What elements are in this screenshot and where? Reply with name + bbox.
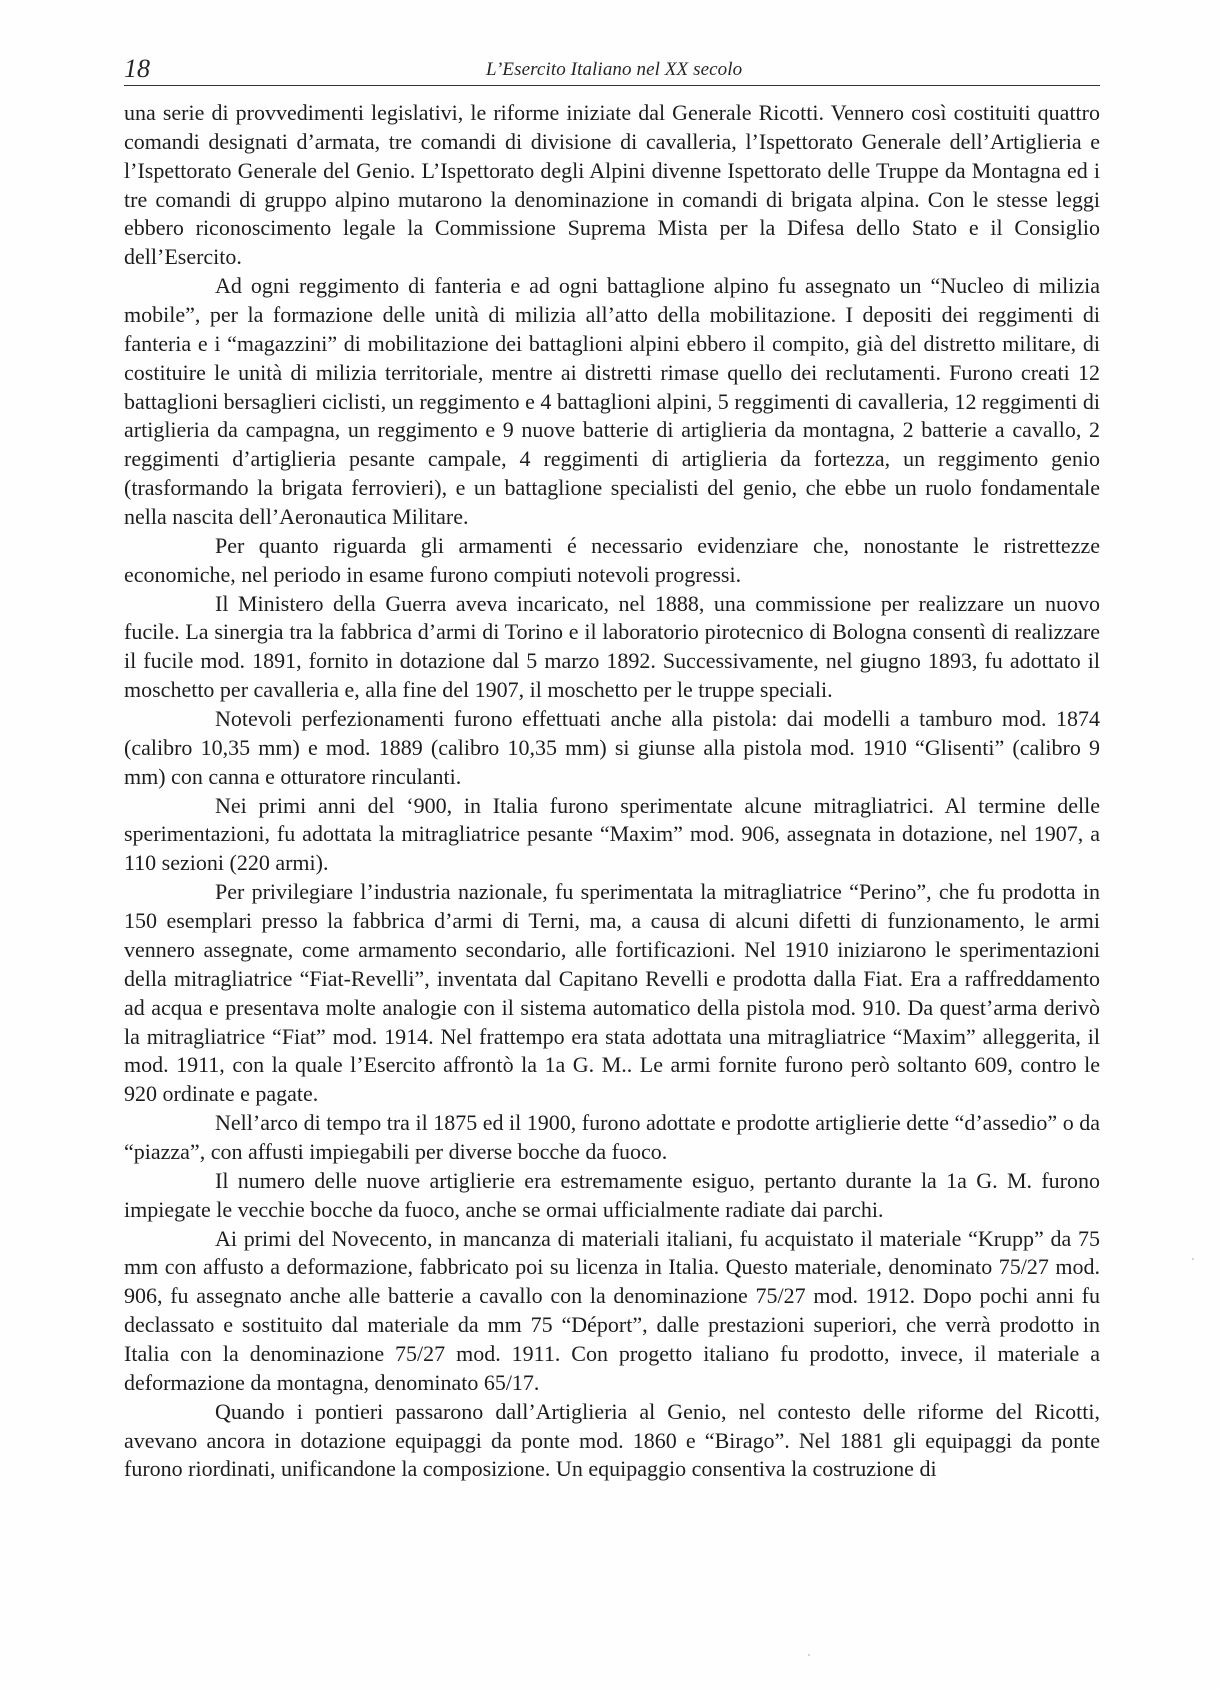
scan-speck [1192, 1258, 1194, 1260]
paragraph: Per quanto riguarda gli armamenti é necessario evidenziare che, nonostante le ristrettezze economiche, nel periodo in esame furono compiuti notevoli progressi. [124, 532, 1100, 587]
page-header [124, 48, 1100, 90]
paragraph: Notevoli perfezionamenti furono effettuati anche alla pistola: dai modelli a tamburo mod. 1874 (calibro 10,35 mm) e mod. 1889 (calibro 10,35 mm) si giunse alla pistola mod. 1910 “Glisenti” (calibro 9 mm) con canna e otturatore rinculanti. [124, 706, 1100, 789]
paragraph-continuation: una serie di provvedimenti legislativi, le riforme iniziate dal Generale Ricotti. Vennero così costituiti quattro comandi designati d’armata, tre comandi di divisione di cavalleria, l’Ispettorato Generale dell’Artiglieria e l’Ispettorato Generale del Genio. L’Ispettorato degli Alpini divenne Ispettorato delle Truppe da Montagna ed i tre comandi di gruppo alpino mutarono la denominazione in comandi di brigata alpina. Con le stesse leggi ebbero riconoscimento legale la Commissione Suprema Mista per la Difesa dello Stato e il Consiglio dell’Esercito. [124, 100, 1100, 270]
running-title: L’Esercito Italiano nel XX secolo [486, 59, 743, 80]
paragraph: Ad ogni reggimento di fanteria e ad ogni battaglione alpino fu assegnato un “Nucleo di milizia mobile”, per la formazione delle unità di milizia all’atto della mobilitazione. I depositi dei reggimenti di fanteria e i “magazzini” di mobilitazione dei battaglioni alpini ebbero il compito, già del distretto militare, di costituire le unità di milizia territoriale, mentre ai distretti rimase quello dei reclutamenti. Furono creati 12 battaglioni bersaglieri ciclisti, un reggimento e 4 battaglioni alpini, 5 reggimenti di cavalleria, 12 reggimenti di artiglieria da campagna, un reggimento e 9 nuove batterie di artiglieria da montagna, 2 batterie a cavallo, 2 reggimenti d’artiglieria pesante campale, 4 reggimenti di artiglieria da fortezza, un reggimento genio (trasformando la brigata ferrovieri), e un battaglione specialisti del genio, che ebbe un ruolo fondamentale nella nascita dell’Aeronautica Militare. [124, 273, 1100, 530]
paragraph: Per privilegiare l’industria nazionale, fu sperimentata la mitragliatrice “Perino”, che fu prodotta in 150 esemplari presso la fabbrica d’armi di Terni, ma, a causa di alcuni difetti di funzionamento, le armi vennero assegnate, come armamento secondario, alle fortificazioni. Nel 1910 iniziarono le sperimentazioni della mitragliatrice “Fiat-Revelli”, inventata dal Capitano Revelli e prodotta dalla Fiat. Era a raffreddamento ad acqua e presentava molte analogie con il sistema automatico della pistola mod. 910. Da quest’arma derivò la mitragliatrice “Fiat” mod. 1914. Nel frattempo era stata adottata una mitragliatrice “Maxim” alleggerita, il mod. 1911, con la quale l’Esercito affrontò la 1a G. M.. Le armi fornite furono però soltanto 609, contro le 920 ordinate e pagate. [124, 879, 1100, 1107]
paragraph: Ai primi del Novecento, in mancanza di materiali italiani, fu acquistato il materiale “Krupp” da 75 mm con affusto a deformazione, fabbricato poi su licenza in Italia. Questo materiale, denominato 75/27 mod. 906, fu assegnato anche alle batterie a cavallo con la denominazione 75/27 mod. 1912. Dopo pochi anni fu declassato e sostituito dal materiale da mm 75 “Déport”, dalle prestazioni superiori, che verrà prodotto in Italia con la denominazione 75/27 mod. 1911. Con progetto italiano fu prodotto, invece, il materiale a deformazione da montagna, denominato 65/17. [124, 1225, 1100, 1395]
paragraph: Nell’arco di tempo tra il 1875 ed il 1900, furono adottate e prodotte artiglierie dette “d’assedio” o da “piazza”, con affusti impiegabili per diverse bocche da fuoco. [124, 1110, 1100, 1164]
paragraph-continues: Quando i pontieri passarono dall’Artiglieria al Genio, nel contesto delle riforme del Ricotti, avevano ancora in dotazione equipaggi da ponte mod. 1860 e “Birago”. Nel 1881 gli equipaggi da ponte furono riordinati, unificandone la composizione. Un equipaggio consentiva la costruzione di [124, 1398, 1100, 1482]
paragraph: Il Ministero della Guerra aveva incaricato, nel 1888, una commissione per realizzare un nuovo fucile. La sinergia tra la fabbrica d’armi di Torino e il laboratorio pirotecnico di Bologna consentì di realizzare il fucile mod. 1891, fornito in dotazione dal 5 marzo 1892. Successivamente, nel giugno 1893, fu adottato il moschetto per cavalleria e, alla fine del 1907, il moschetto per le truppe speciali. [124, 590, 1100, 703]
paragraph: Nei primi anni del ‘900, in Italia furono sperimentate alcune mitragliatrici. Al termine delle sperimentazioni, fu adottata la mitragliatrice pesante “Maxim” mod. 906, assegnata in dotazione, nel 1907, a 110 sezioni (220 armi). [124, 792, 1100, 876]
scan-speck [808, 1654, 810, 1656]
paragraph: Il numero delle nuove artiglierie era estremamente esiguo, pertanto durante la 1a G. M. furono impiegate le vecchie bocche da fuoco, anche se ormai ufficialmente radiate dai parchi. [124, 1167, 1100, 1222]
page-number: 18 [124, 54, 150, 83]
header-rule [124, 85, 1100, 86]
body-text [124, 99, 1100, 1484]
